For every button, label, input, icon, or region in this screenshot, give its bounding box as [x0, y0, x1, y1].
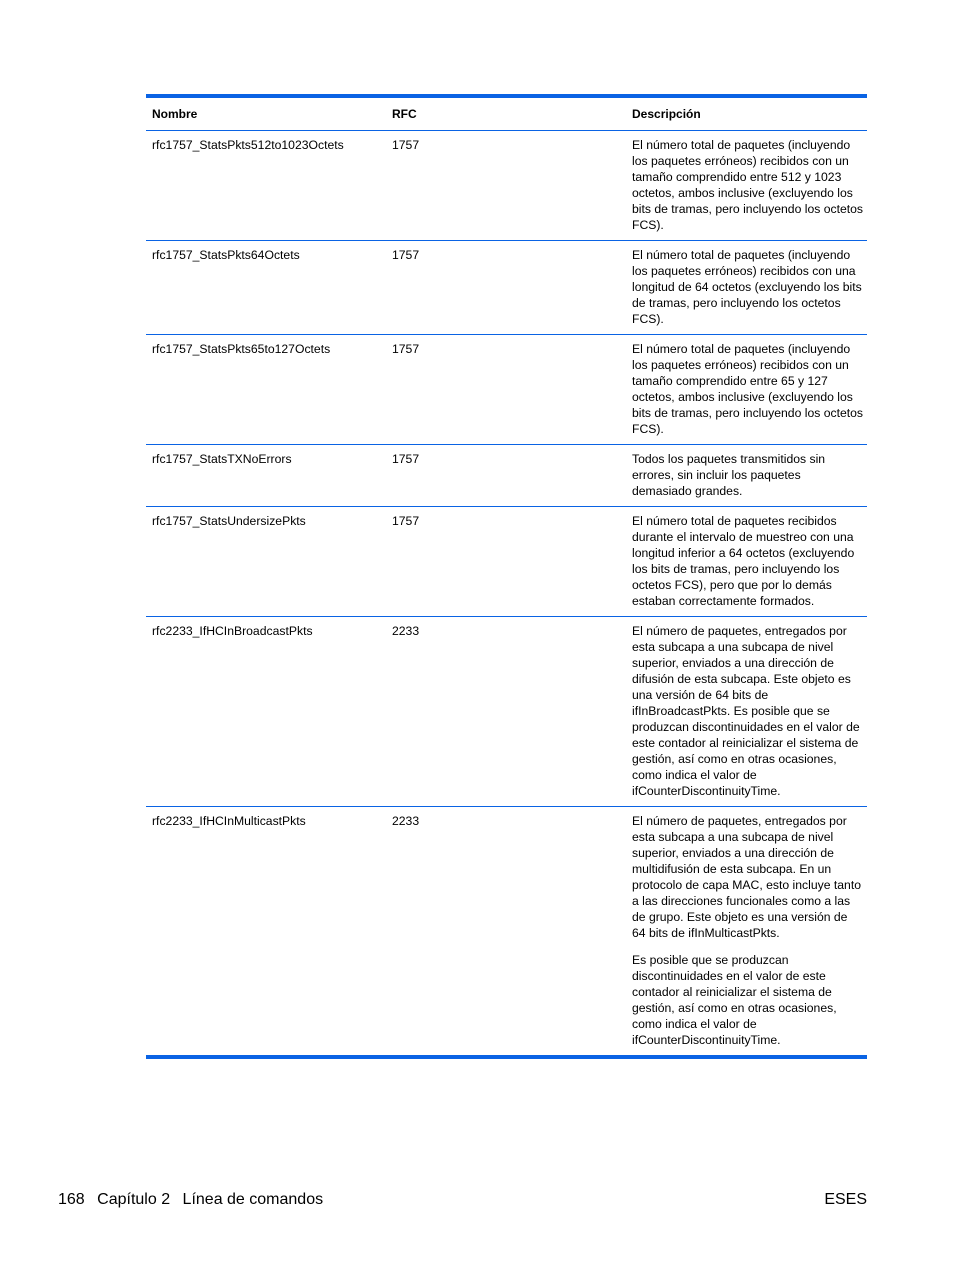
cell-description — [626, 131, 867, 240]
cell-description — [626, 807, 867, 1055]
cell-name: rfc1757_StatsPkts65to127Octets — [152, 342, 331, 356]
description-paragraph: Es posible que se produzcan discontinuidades en el valor de este contador al reinicializar el sistema de gestión, así como en otras ocasiones, como indica el valor de ifCounterDiscontinuityTime. — [632, 953, 837, 1047]
chapter-title: Línea de comandos — [182, 1191, 324, 1208]
table-header-row — [146, 98, 867, 131]
table-row — [146, 507, 867, 617]
page-number: 168 — [58, 1191, 85, 1208]
cell-name: rfc1757_StatsTXNoErrors — [152, 452, 292, 466]
cell-rfc: 1757 — [392, 248, 420, 262]
table-row — [146, 241, 867, 335]
description-paragraph: Todos los paquetes transmitidos sin errores, sin incluir los paquetes demasiado grandes. — [632, 452, 826, 498]
footer-left — [58, 1191, 323, 1209]
description-paragraph: El número total de paquetes (incluyendo los paquetes erróneos) recibidos con un tamaño comprendido entre 65 y 127 octetos, ambos inclusive (excluyendo los bits de tramas, pero incluyendo los octetos FCS). — [632, 342, 864, 436]
description-paragraph: El número total de paquetes (incluyendo los paquetes erróneos) recibidos con una longitud de 64 octetos (excluyendo los bits de tramas, pero incluyendo los octetos FCS). — [632, 248, 862, 326]
cell-name: rfc1757_StatsPkts512to1023Octets — [152, 138, 344, 152]
cell-rfc: 1757 — [392, 342, 420, 356]
column-header-name: Nombre — [152, 107, 198, 121]
cell-name: rfc1757_StatsUndersizePkts — [152, 514, 306, 528]
table-row — [146, 131, 867, 241]
cell-rfc: 2233 — [392, 814, 420, 828]
cell-description — [626, 335, 867, 444]
parameters-table — [146, 94, 867, 1059]
chapter-label: Capítulo 2 — [97, 1191, 171, 1208]
cell-name: rfc1757_StatsPkts64Octets — [152, 248, 300, 262]
cell-rfc: 1757 — [392, 514, 420, 528]
page-footer — [58, 1191, 867, 1209]
description-paragraph: El número total de paquetes recibidos durante el intervalo de muestreo con una longitud inferior a 64 octetos (excluyendo los bits de tramas, pero incluyendo los octetos FCS), pero que por lo demás estaban correctamente formados. — [632, 514, 855, 608]
description-paragraph: El número de paquetes, entregados por esta subcapa a una subcapa de nivel superior, enviados a una dirección de difusión de esta subcapa. Este objeto es una versión de 64 bits de ifInBroadcastPkts. Es posible que se produzcan discontinuidades en el valor de este contador al reinicializar el sistema de gestión, así como en otras ocasiones, como indica el valor de ifCounterDiscontinuityTime. — [632, 624, 860, 798]
table-row — [146, 445, 867, 507]
cell-description — [626, 617, 867, 806]
description-paragraph: El número de paquetes, entregados por esta subcapa a una subcapa de nivel superior, enviados a una dirección de multidifusión de esta subcapa. En un protocolo de capa MAC, esto incluye tanto a las direcciones funcionales como a las de grupo. Este objeto es una versión de 64 bits de ifInMulticastPkts. — [632, 814, 861, 940]
table-row — [146, 617, 867, 807]
cell-rfc: 2233 — [392, 624, 420, 638]
description-paragraph: El número total de paquetes (incluyendo los paquetes erróneos) recibidos con un tamaño comprendido entre 512 y 1023 octetos, ambos inclusive (excluyendo los bits de tramas, pero incluyendo los octetos FCS). — [632, 138, 864, 232]
column-header-rfc: RFC — [392, 107, 417, 121]
cell-description — [626, 507, 867, 616]
cell-name: rfc2233_IfHCInMulticastPkts — [152, 814, 306, 828]
locale-code: ESES — [824, 1191, 867, 1208]
cell-rfc: 1757 — [392, 452, 420, 466]
cell-description — [626, 445, 867, 506]
cell-description — [626, 241, 867, 334]
column-header-description: Descripción — [632, 107, 701, 121]
cell-rfc: 1757 — [392, 138, 420, 152]
table-row — [146, 335, 867, 445]
cell-name: rfc2233_IfHCInBroadcastPkts — [152, 624, 313, 638]
table-row — [146, 807, 867, 1055]
table-body — [146, 131, 867, 1055]
